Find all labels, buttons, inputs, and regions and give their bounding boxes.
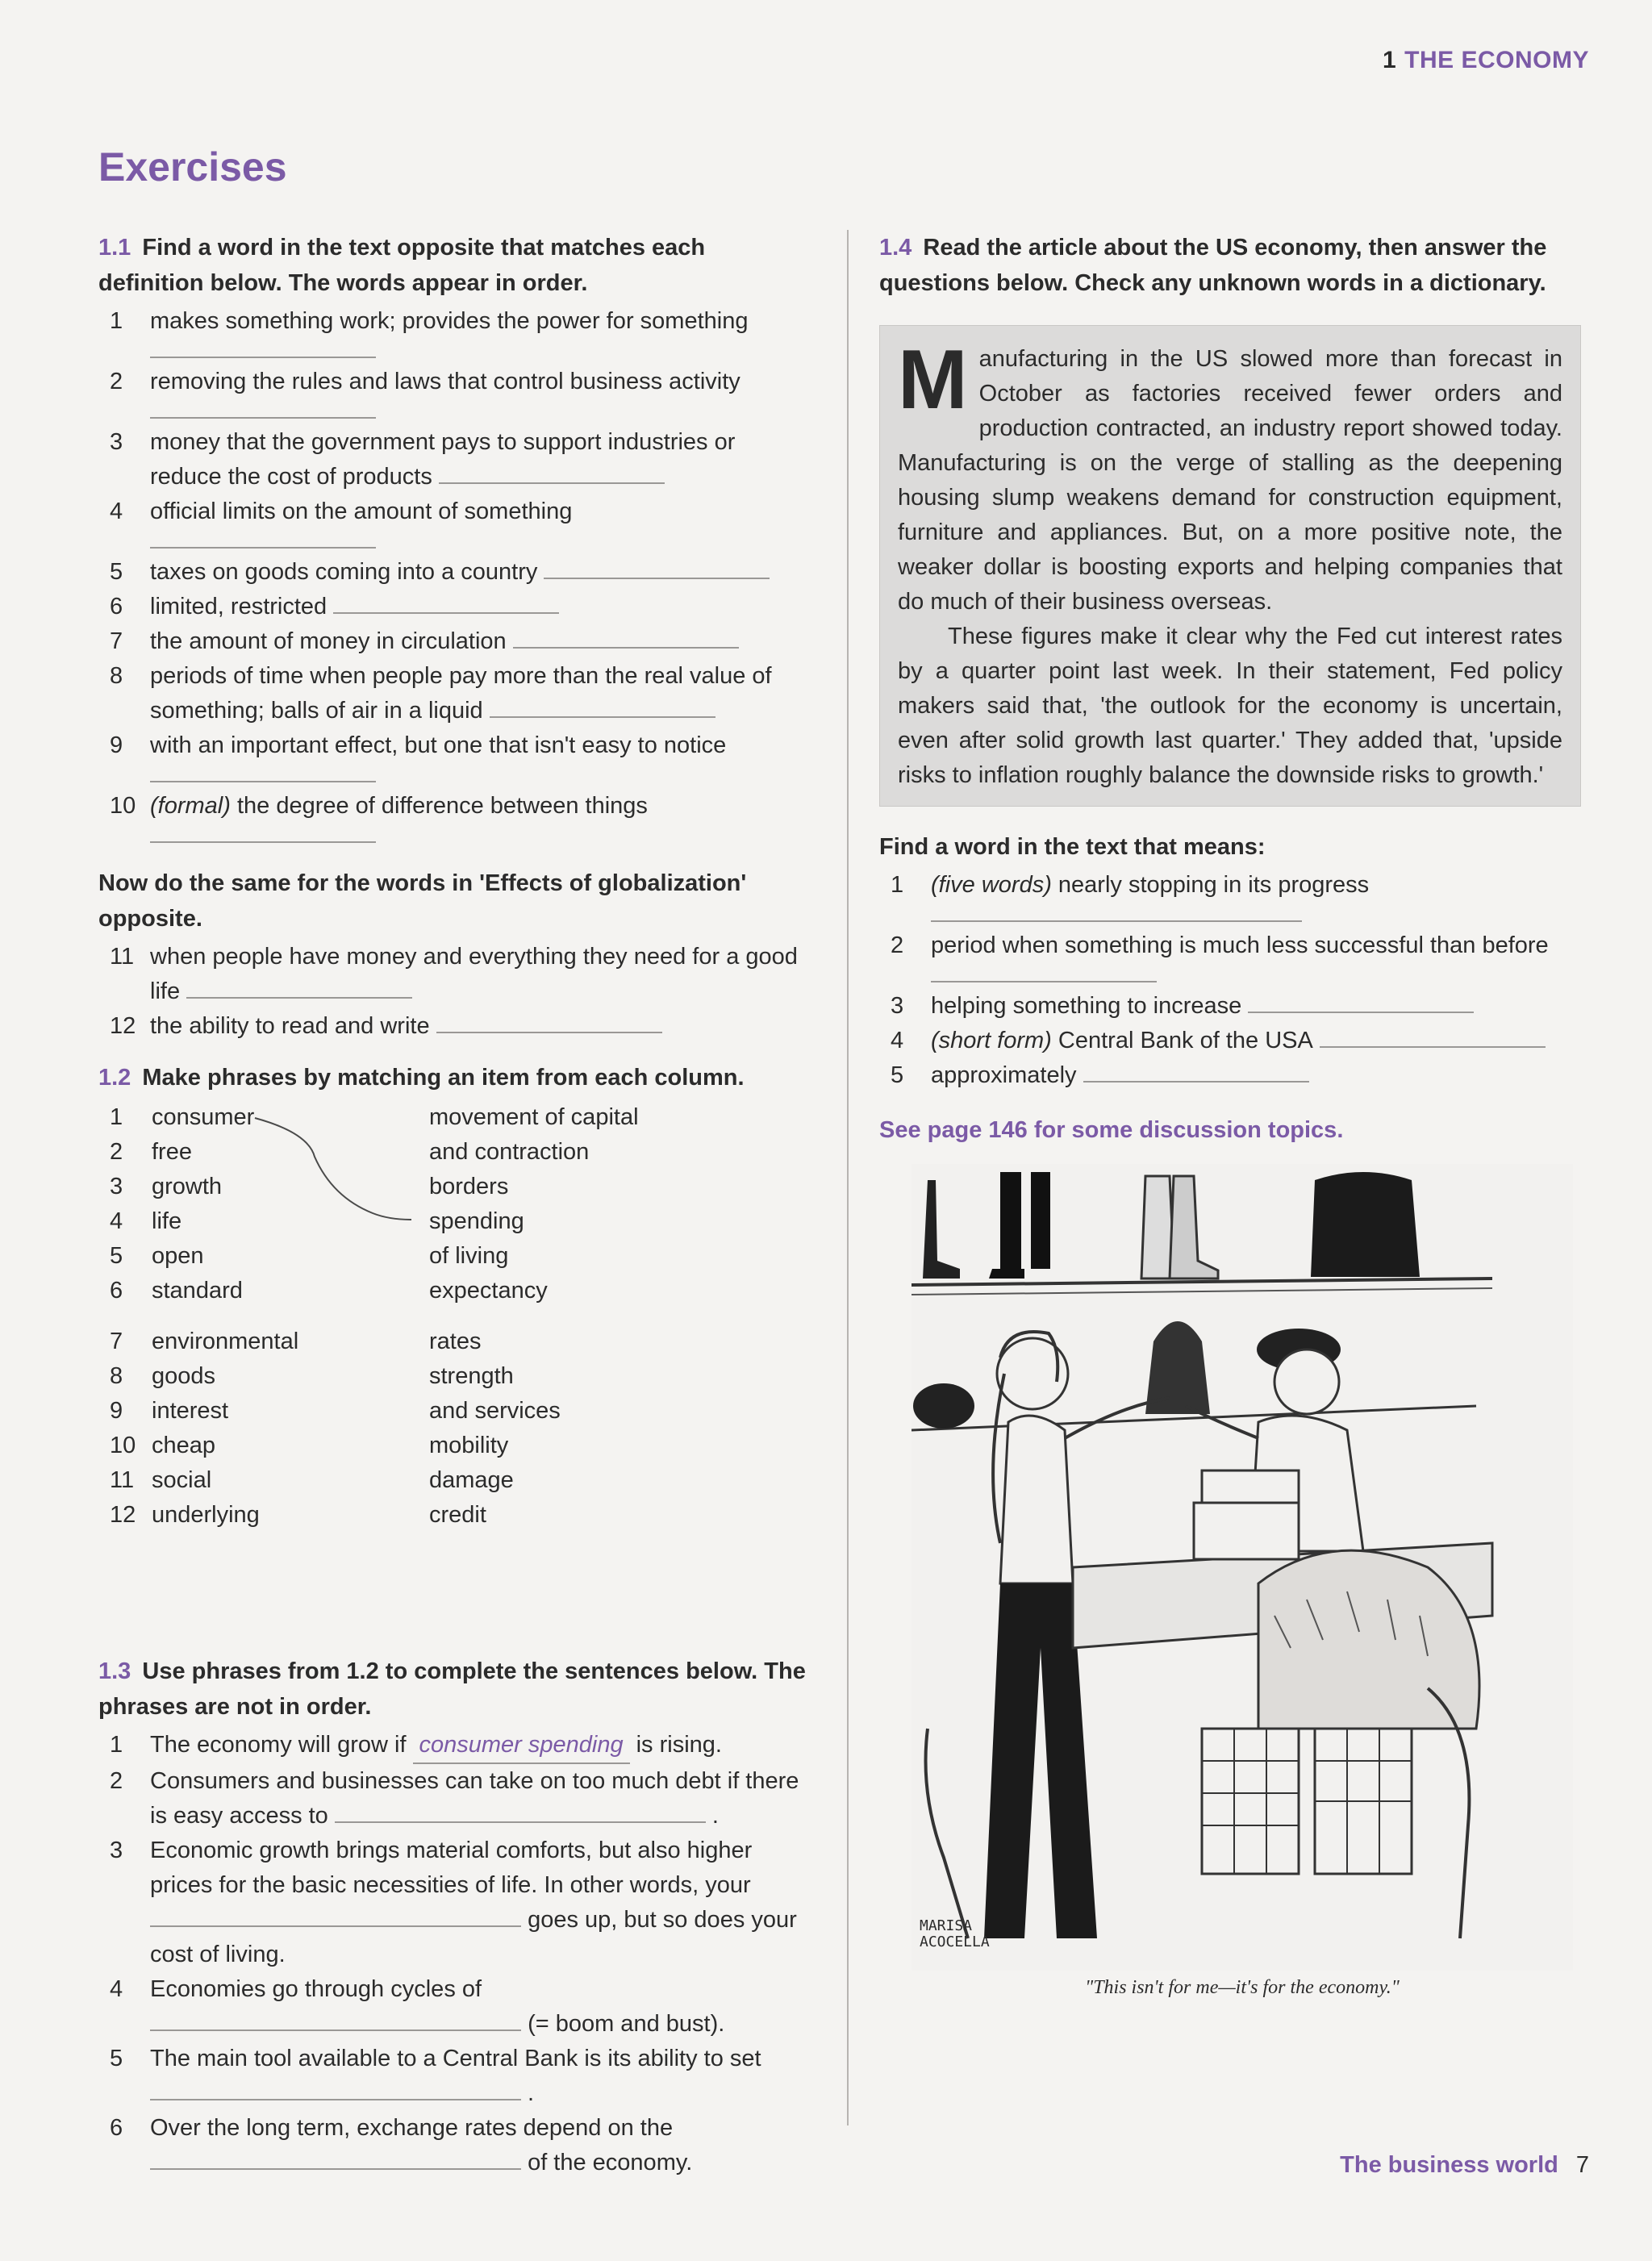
item-number: 3 <box>891 993 904 1019</box>
column-b-item: damage <box>429 1467 514 1493</box>
match-row <box>98 1463 808 1498</box>
item-text: Central Bank of the USA <box>1051 1028 1313 1053</box>
item-number: 5 <box>891 1062 904 1088</box>
exercise-1-1-heading <box>98 230 808 301</box>
item-number: 6 <box>110 594 123 619</box>
list-item <box>879 1024 1581 1058</box>
column-b-item: rates <box>429 1329 482 1354</box>
item-text: the ability to read and write <box>150 1013 430 1039</box>
item-number: 9 <box>110 732 123 758</box>
answer-blank[interactable] <box>150 2007 521 2031</box>
item-number: 1 <box>110 308 123 334</box>
item-text: (= boom and bust). <box>528 2011 725 2037</box>
column-a-item: underlying <box>152 1502 260 1528</box>
page-footer <box>1340 2152 1589 2179</box>
item-label: (five words) <box>931 872 1052 898</box>
item-text: helping something to increase <box>931 993 1242 1019</box>
match-row <box>98 1135 808 1170</box>
list-item <box>98 494 808 549</box>
page-number: 7 <box>1575 2152 1589 2178</box>
answer-blank[interactable] <box>150 2076 521 2100</box>
list-item <box>98 590 808 624</box>
item-number: 1 <box>891 872 904 898</box>
list-item <box>98 555 808 590</box>
left-column <box>98 230 808 2180</box>
exercise-number: 1.1 <box>98 235 131 261</box>
item-number: 12 <box>110 1013 136 1039</box>
item-text: periods of time when people pay more than the real value of something; balls of air in a liquid <box>150 663 772 724</box>
exercise-instruction: Read the article about the US economy, then answer the questions below. Check any unknown words in a dictionary. <box>879 235 1547 296</box>
article-paragraph-1 <box>898 333 1562 619</box>
row-number: 2 <box>110 1139 123 1165</box>
exercise-instruction: Find a word in the text opposite that matches each definition below. The words appear in order. <box>98 235 706 296</box>
list-item <box>98 1728 808 1764</box>
column-a-item: life <box>152 1208 182 1234</box>
list-item <box>98 1972 808 2042</box>
item-text: period when something is much less successful than before <box>931 932 1549 958</box>
answer-blank[interactable] <box>150 2146 521 2170</box>
item-number: 3 <box>110 1838 123 1863</box>
item-text: the amount of money in circulation <box>150 628 507 654</box>
item-number: 3 <box>110 429 123 455</box>
column-a-item: goods <box>152 1363 216 1389</box>
item-number: 2 <box>891 932 904 958</box>
match-row <box>98 1239 808 1274</box>
item-number: 10 <box>110 793 136 819</box>
row-number: 3 <box>110 1174 123 1199</box>
column-a-item: free <box>152 1139 192 1165</box>
cartoon-illustration <box>912 1164 1573 1971</box>
item-number: 5 <box>110 2046 123 2071</box>
column-b-item: credit <box>429 1502 486 1528</box>
exercise-instruction: Make phrases by matching an item from each column. <box>142 1065 745 1091</box>
item-number: 11 <box>110 944 135 970</box>
item-number: 5 <box>110 559 123 585</box>
match-row <box>98 1100 808 1135</box>
exercise-1-1-subheading: Now do the same for the words in 'Effects of globalization' opposite. <box>98 870 747 932</box>
row-number: 7 <box>110 1329 123 1354</box>
exercise-number: 1.4 <box>879 235 912 261</box>
answer-blank[interactable] <box>1083 1058 1309 1083</box>
row-number: 10 <box>110 1433 136 1458</box>
answer-blank[interactable] <box>333 590 559 614</box>
match-row <box>98 1324 808 1359</box>
list-item <box>98 728 808 782</box>
exercise-number: 1.2 <box>98 1065 131 1091</box>
column-a-item: consumer <box>152 1104 255 1130</box>
answer-blank[interactable] <box>513 624 739 649</box>
answer-blank[interactable] <box>439 460 665 484</box>
item-number: 1 <box>110 1732 123 1758</box>
item-number: 2 <box>110 1768 123 1794</box>
answer-blank[interactable] <box>931 965 1157 982</box>
item-text: Consumers and businesses can take on too much debt if there is easy access to <box>150 1768 799 1829</box>
list-item <box>98 789 808 843</box>
item-label: (short form) <box>931 1028 1052 1053</box>
cartoonist-signature: MARISA ACOCELLA <box>920 1917 990 1950</box>
row-number: 9 <box>110 1398 123 1424</box>
item-text: of the economy. <box>528 2150 693 2175</box>
item-text: is rising. <box>636 1732 722 1758</box>
answer-blank[interactable] <box>186 974 412 999</box>
item-number: 8 <box>110 663 123 689</box>
column-b-item: spending <box>429 1208 524 1234</box>
column-b-item: mobility <box>429 1433 509 1458</box>
list-item <box>98 659 808 728</box>
item-text: taxes on goods coming into a country <box>150 559 538 585</box>
column-a-item: cheap <box>152 1433 216 1458</box>
item-text: Economies go through cycles of <box>150 1976 482 2002</box>
item-number: 2 <box>110 369 123 394</box>
item-text: goes up, but so does your cost of living. <box>150 1907 797 1967</box>
chapter-title: THE ECONOMY <box>1404 47 1589 73</box>
article-box <box>879 325 1581 807</box>
column-b-item: and services <box>429 1398 561 1424</box>
row-number: 8 <box>110 1363 123 1389</box>
list-item: 5 The main tool available to a Central Bank is its ability to set . <box>98 2042 808 2111</box>
column-a-item: interest <box>152 1398 229 1424</box>
item-number: 4 <box>110 1976 123 2002</box>
list-item <box>98 624 808 659</box>
item-text: the degree of difference between things <box>230 793 648 819</box>
matching-columns <box>98 1100 808 1649</box>
answer-blank[interactable] <box>150 340 376 358</box>
cartoon-drawing <box>912 1164 1573 1971</box>
exercise-instruction: Use phrases from 1.2 to complete the sentences below. The phrases are not in order. <box>98 1658 806 1720</box>
chapter-number: 1 <box>1382 47 1397 73</box>
answer-blank[interactable] <box>150 531 376 549</box>
list-item <box>879 868 1581 922</box>
item-number: 4 <box>891 1028 904 1053</box>
column-a-item: environmental <box>152 1329 299 1354</box>
answer-blank[interactable] <box>1248 989 1474 1013</box>
item-text: limited, restricted <box>150 594 327 619</box>
match-row <box>98 1204 808 1239</box>
match-row <box>98 1498 808 1533</box>
column-a-item: growth <box>152 1174 223 1199</box>
column-a-item: standard <box>152 1278 243 1304</box>
row-number: 1 <box>110 1104 123 1130</box>
list-item <box>879 989 1581 1024</box>
list-item <box>98 2111 808 2180</box>
answer-blank[interactable] <box>544 555 770 579</box>
answer-blank[interactable] <box>436 1009 662 1033</box>
answer-blank[interactable] <box>1320 1024 1546 1048</box>
column-a-item: social <box>152 1467 212 1493</box>
column-b-item: borders <box>429 1174 509 1199</box>
exercise-1-3-list <box>98 1728 808 2180</box>
answer-blank[interactable] <box>931 904 1302 922</box>
column-b-item: movement of capital <box>429 1104 639 1130</box>
exercise-number: 1.3 <box>98 1658 131 1684</box>
column-b-item: expectancy <box>429 1278 548 1304</box>
chapter-header <box>1383 47 1589 74</box>
item-text: The main tool available to a Central Bank is its ability to set <box>150 2046 761 2071</box>
row-number: 11 <box>110 1467 135 1493</box>
column-b-item: and contraction <box>429 1139 590 1165</box>
list-item <box>98 1009 808 1044</box>
exercise-1-1-list <box>98 304 808 843</box>
column-divider <box>847 230 849 2125</box>
item-text: makes something work; provides the power for something <box>150 308 749 334</box>
exercise-1-3-heading <box>98 1654 808 1725</box>
answer-blank[interactable] <box>150 1903 521 1927</box>
item-label: (formal) <box>150 793 231 819</box>
page-title: Exercises <box>98 144 287 190</box>
row-number: 5 <box>110 1243 123 1269</box>
right-column <box>879 230 1581 1999</box>
exercise-1-1-list-2 <box>98 940 808 1044</box>
column-b-item: strength <box>429 1363 514 1389</box>
exercise-1-4-heading <box>879 230 1581 301</box>
match-row <box>98 1274 808 1308</box>
article-paragraph-2: These figures make it clear why the Fed cut interest rates by a quarter point last week. In their statement, Fed policy makers said that, 'the outlook for the economy is uncertain, even after solid growth last quarter.' They added that, 'upside risks to inflation roughly balance the downside risks to growth.' <box>898 624 1562 788</box>
column-a-item: open <box>152 1243 204 1269</box>
item-text: removing the rules and laws that control business activity <box>150 369 740 394</box>
item-text: official limits on the amount of something <box>150 499 573 524</box>
exercise-1-4-list <box>879 868 1581 1093</box>
list-item <box>98 304 808 358</box>
list-item <box>98 425 808 494</box>
filled-answer: consumer spending <box>413 1728 630 1764</box>
drop-cap: M <box>898 333 968 427</box>
item-text: with an important effect, but one that isn't easy to notice <box>150 732 727 758</box>
column-b-item: of living <box>429 1243 509 1269</box>
exercise-1-2-heading <box>98 1060 808 1095</box>
answer-blank[interactable] <box>335 1799 706 1823</box>
item-text: approximately <box>931 1062 1077 1088</box>
match-row <box>98 1359 808 1394</box>
item-number: 6 <box>110 2115 123 2141</box>
see-page-reference: See page 146 for some discussion topics. <box>879 1117 1344 1143</box>
paragraph-text: anufacturing in the US slowed more than forecast in October as factories received fewer orders and production contracted, an industry report showed today. Manufacturing is on the verge of stalling as the deepening housing slump weakens demand for construction equipment, furniture and appliances. But, on a more positive note, the weaker dollar is boosting exports and helping companies that do much of their business overseas. <box>898 346 1562 615</box>
item-text: Economic growth brings material comforts, but also higher prices for the basic necessities of life. In other words, your <box>150 1838 753 1898</box>
list-item: 2 Consumers and businesses can take on too much debt if there is easy access to . <box>98 1764 808 1833</box>
row-number: 12 <box>110 1502 136 1528</box>
answer-blank[interactable] <box>150 765 376 782</box>
list-item <box>98 365 808 419</box>
item-text: money that the government pays to support industries or reduce the cost of products <box>150 429 736 490</box>
answer-blank[interactable] <box>150 825 376 843</box>
item-text: Over the long term, exchange rates depend on the <box>150 2115 674 2141</box>
list-item <box>879 928 1581 982</box>
list-item <box>879 1058 1581 1093</box>
row-number: 6 <box>110 1278 123 1304</box>
match-row <box>98 1429 808 1463</box>
item-text: when people have money and everything they need for a good life <box>150 944 798 1004</box>
row-number: 4 <box>110 1208 123 1234</box>
cartoon-caption: "This isn't for me—it's for the economy." <box>1085 1977 1400 1998</box>
list-item <box>98 1833 808 1972</box>
match-row <box>98 1394 808 1429</box>
answer-blank[interactable] <box>490 694 715 718</box>
item-number: 4 <box>110 499 123 524</box>
item-number: 7 <box>110 628 123 654</box>
answer-blank[interactable] <box>150 401 376 419</box>
list-item <box>98 940 808 1009</box>
footer-label: The business world <box>1340 2152 1558 2178</box>
find-word-heading: Find a word in the text that means: <box>879 834 1266 860</box>
match-row <box>98 1170 808 1204</box>
item-text: nearly stopping in its progress <box>1051 872 1370 898</box>
item-text: The economy will grow if <box>150 1732 407 1758</box>
